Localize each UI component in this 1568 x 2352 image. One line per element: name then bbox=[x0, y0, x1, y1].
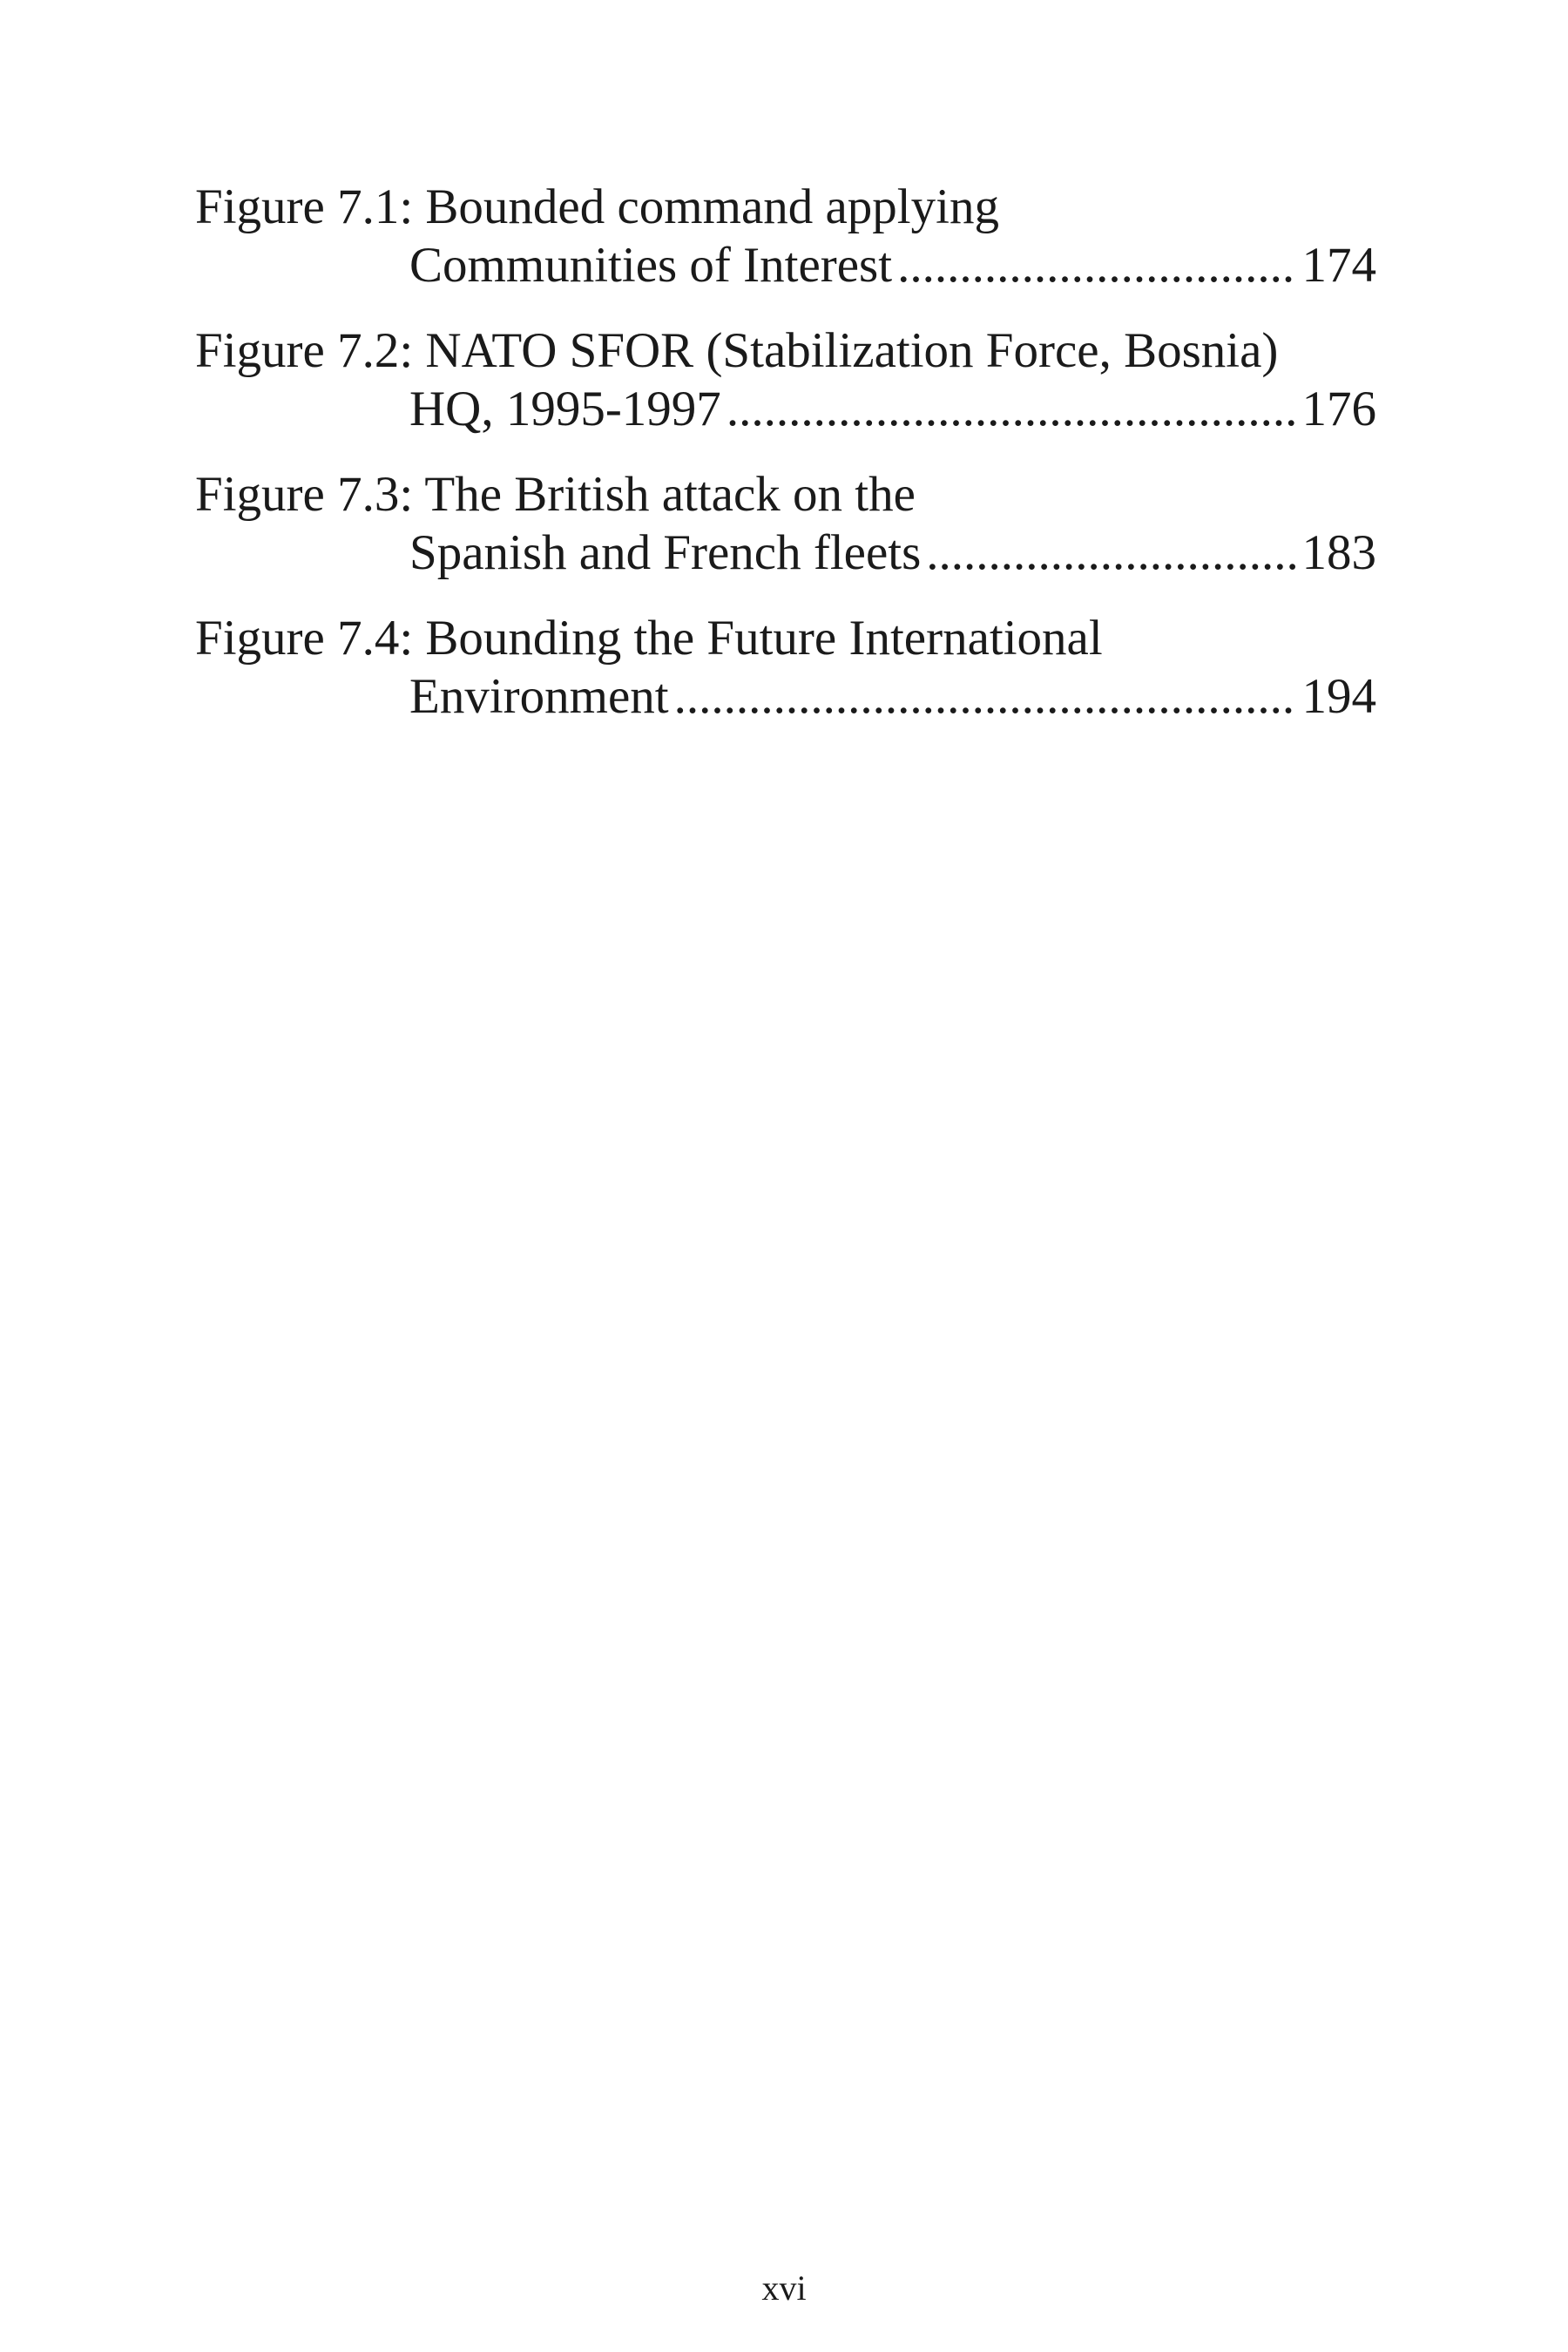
dot-leader bbox=[727, 380, 1297, 438]
figure-label: Figure 7.4: bbox=[195, 611, 414, 666]
toc-entry-first-line bbox=[195, 178, 1376, 236]
figure-label: Figure 7.2: bbox=[195, 323, 414, 378]
figure-title: Bounded command applying bbox=[425, 179, 999, 234]
toc-entry bbox=[195, 178, 1376, 294]
figure-title-continued: Communities of Interest bbox=[409, 238, 893, 293]
figure-title-continued: HQ, 1995-1997 bbox=[409, 382, 721, 436]
figure-title: NATO SFOR (Stabilization Force, Bosnia) bbox=[425, 323, 1279, 378]
figure-title-continued: Spanish and French fleets bbox=[409, 525, 922, 580]
figure-title: Bounding the Future International bbox=[425, 611, 1103, 666]
toc-entry-second-line bbox=[195, 380, 1376, 438]
list-of-figures bbox=[195, 178, 1376, 753]
toc-entry-first-line bbox=[195, 321, 1376, 380]
dot-leader bbox=[897, 236, 1296, 294]
toc-entry bbox=[195, 609, 1376, 726]
page-number: 176 bbox=[1301, 382, 1376, 436]
dot-leader bbox=[926, 524, 1296, 582]
figure-title: The British attack on the bbox=[424, 467, 916, 522]
toc-entry-second-line bbox=[195, 236, 1376, 294]
figure-label: Figure 7.1: bbox=[195, 179, 414, 234]
toc-entry-second-line bbox=[195, 524, 1376, 582]
page-number: 183 bbox=[1301, 525, 1376, 580]
page-folio: xvi bbox=[761, 2268, 807, 2308]
toc-entry-second-line bbox=[195, 667, 1376, 726]
page-number: 174 bbox=[1301, 238, 1376, 293]
toc-entry-first-line bbox=[195, 465, 1376, 524]
toc-entry-first-line bbox=[195, 609, 1376, 667]
figure-title-continued: Environment bbox=[409, 669, 669, 724]
toc-entry bbox=[195, 321, 1376, 438]
dot-leader bbox=[674, 667, 1297, 726]
figure-label: Figure 7.3: bbox=[195, 467, 414, 522]
toc-entry bbox=[195, 465, 1376, 582]
page-number: 194 bbox=[1301, 669, 1376, 724]
